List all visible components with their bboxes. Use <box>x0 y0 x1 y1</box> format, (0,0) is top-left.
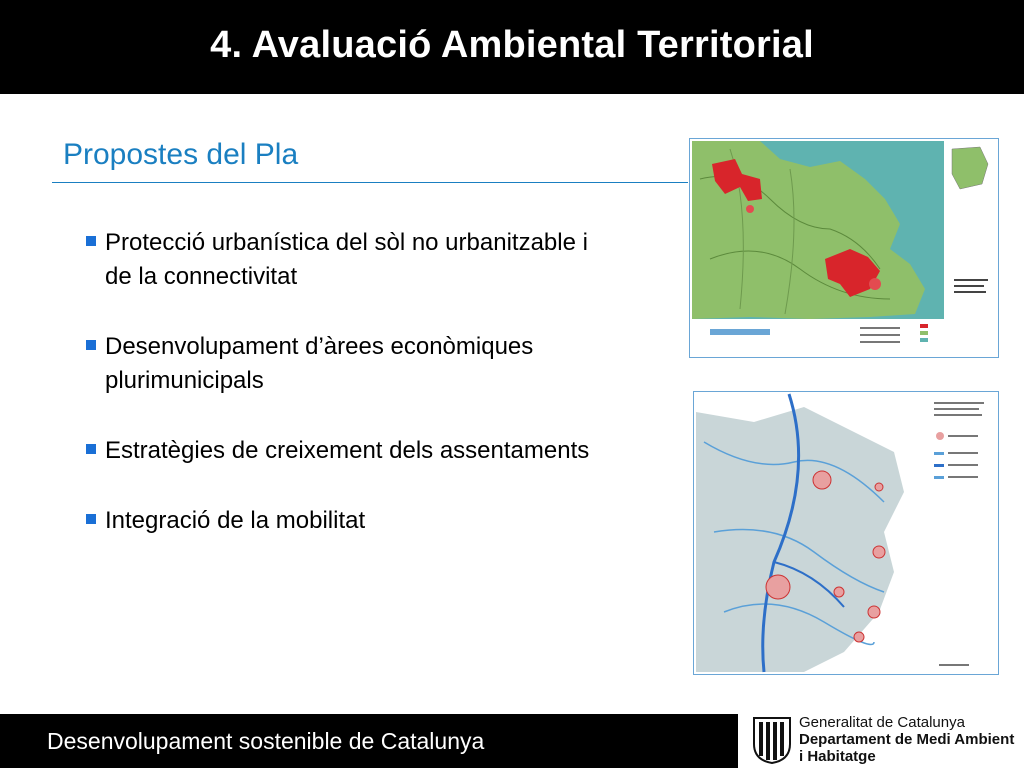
protection-plan-map-image <box>690 139 998 357</box>
mobility-plan-map-image <box>694 392 998 674</box>
bullet-text: Integració de la mobilitat <box>105 507 366 534</box>
bullet-item <box>86 330 606 398</box>
bullet-text: Protecció urbanística del sòl no urbanitzable i de la connectivitat <box>105 229 588 290</box>
square-bullet-icon <box>86 340 96 350</box>
logo-text <box>799 714 1014 765</box>
bullet-text: Desenvolupament d’àrees econòmiques plurimunicipals <box>105 333 534 394</box>
bullet-list <box>86 226 606 574</box>
square-bullet-icon <box>86 444 96 454</box>
square-bullet-icon <box>86 514 96 524</box>
square-bullet-icon <box>86 236 96 246</box>
title-bar <box>0 0 1024 94</box>
bullet-text: Estratègies de creixement dels assentaments <box>105 437 590 464</box>
bullet-item <box>86 226 606 294</box>
mobility-plan-map <box>693 391 999 675</box>
protection-plan-map <box>689 138 999 358</box>
subtitle-divider <box>52 182 688 183</box>
logo-line-habitatge: i Habitatge <box>799 748 876 765</box>
section-subtitle: Propostes del Pla <box>63 138 299 171</box>
page-title: 4. Avaluació Ambiental Territorial <box>210 23 814 66</box>
bullet-item <box>86 434 606 468</box>
footer-text: Desenvolupament sostenible de Catalunya <box>47 728 485 754</box>
logo-line-generalitat: Generalitat de Catalunya <box>799 714 965 731</box>
bullet-item <box>86 504 606 538</box>
logo-line-department: Departament de Medi Ambient <box>799 731 1015 748</box>
generalitat-logo-icon <box>752 716 792 764</box>
